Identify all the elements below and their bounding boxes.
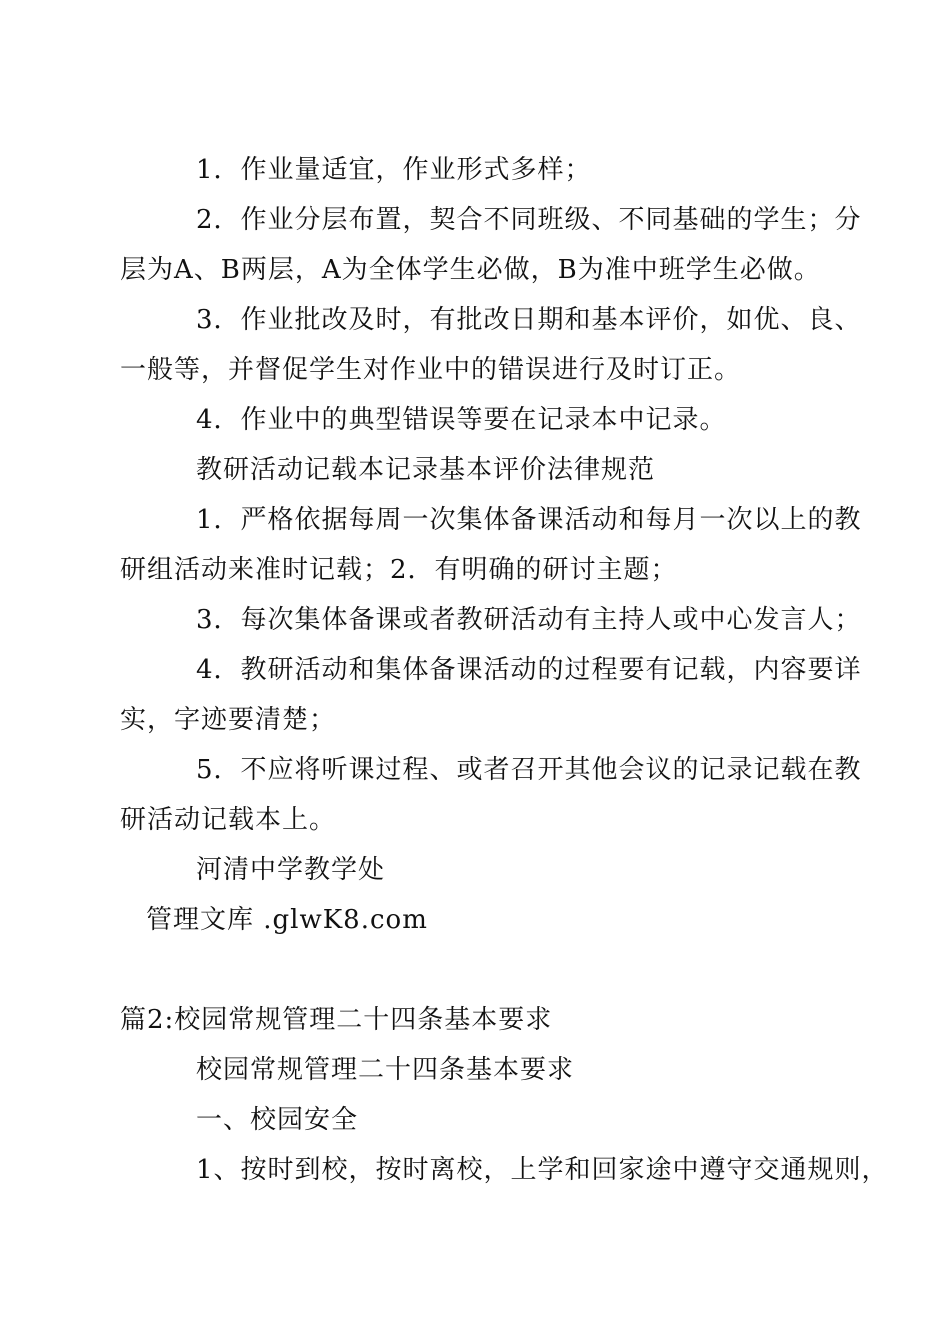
section-heading: 一、校园安全	[196, 1105, 359, 1135]
text-line: 研组活动来准时记载；2．有明确的研讨主题；	[120, 555, 678, 585]
text-line: 5．不应将听课过程、或者召开其他会议的记录记载在教	[196, 755, 862, 785]
text-line: 1．作业量适宜，作业形式多样；	[196, 155, 592, 185]
text-line: 层为A、B两层，A为全体学生必做，B为准中班学生必做。	[120, 255, 821, 285]
text-line: 4．教研活动和集体备课活动的过程要有记载，内容要详	[196, 655, 862, 685]
section-heading: 教研活动记载本记录基本评价法律规范	[196, 455, 656, 485]
text-line: 1．严格依据每周一次集体备课活动和每月一次以上的教	[196, 505, 862, 535]
signature-line: 河清中学教学处	[196, 855, 386, 885]
text-line: 2．作业分层布置，契合不同班级、不同基础的学生；分	[196, 205, 862, 235]
text-line: 4．作业中的典型错误等要在记录本中记录。	[196, 405, 727, 435]
website-line: 管理文库 .glwK8.com	[146, 905, 428, 935]
text-line: 3．作业批改及时，有批改日期和基本评价，如优、良、	[196, 305, 862, 335]
text-line: 研活动记载本上。	[120, 805, 337, 835]
text-line: 1、按时到校，按时离校，上学和回家途中遵守交通规则，	[196, 1155, 889, 1185]
text-line: 3．每次集体备课或者教研活动有主持人或中心发言人；	[196, 605, 862, 635]
chapter-title: 篇2:校园常规管理二十四条基本要求	[120, 1005, 553, 1035]
text-line: 实，字迹要清楚；	[120, 705, 337, 735]
section-title: 校园常规管理二十四条基本要求	[196, 1055, 575, 1085]
text-line: 一般等，并督促学生对作业中的错误进行及时订正。	[120, 355, 742, 385]
